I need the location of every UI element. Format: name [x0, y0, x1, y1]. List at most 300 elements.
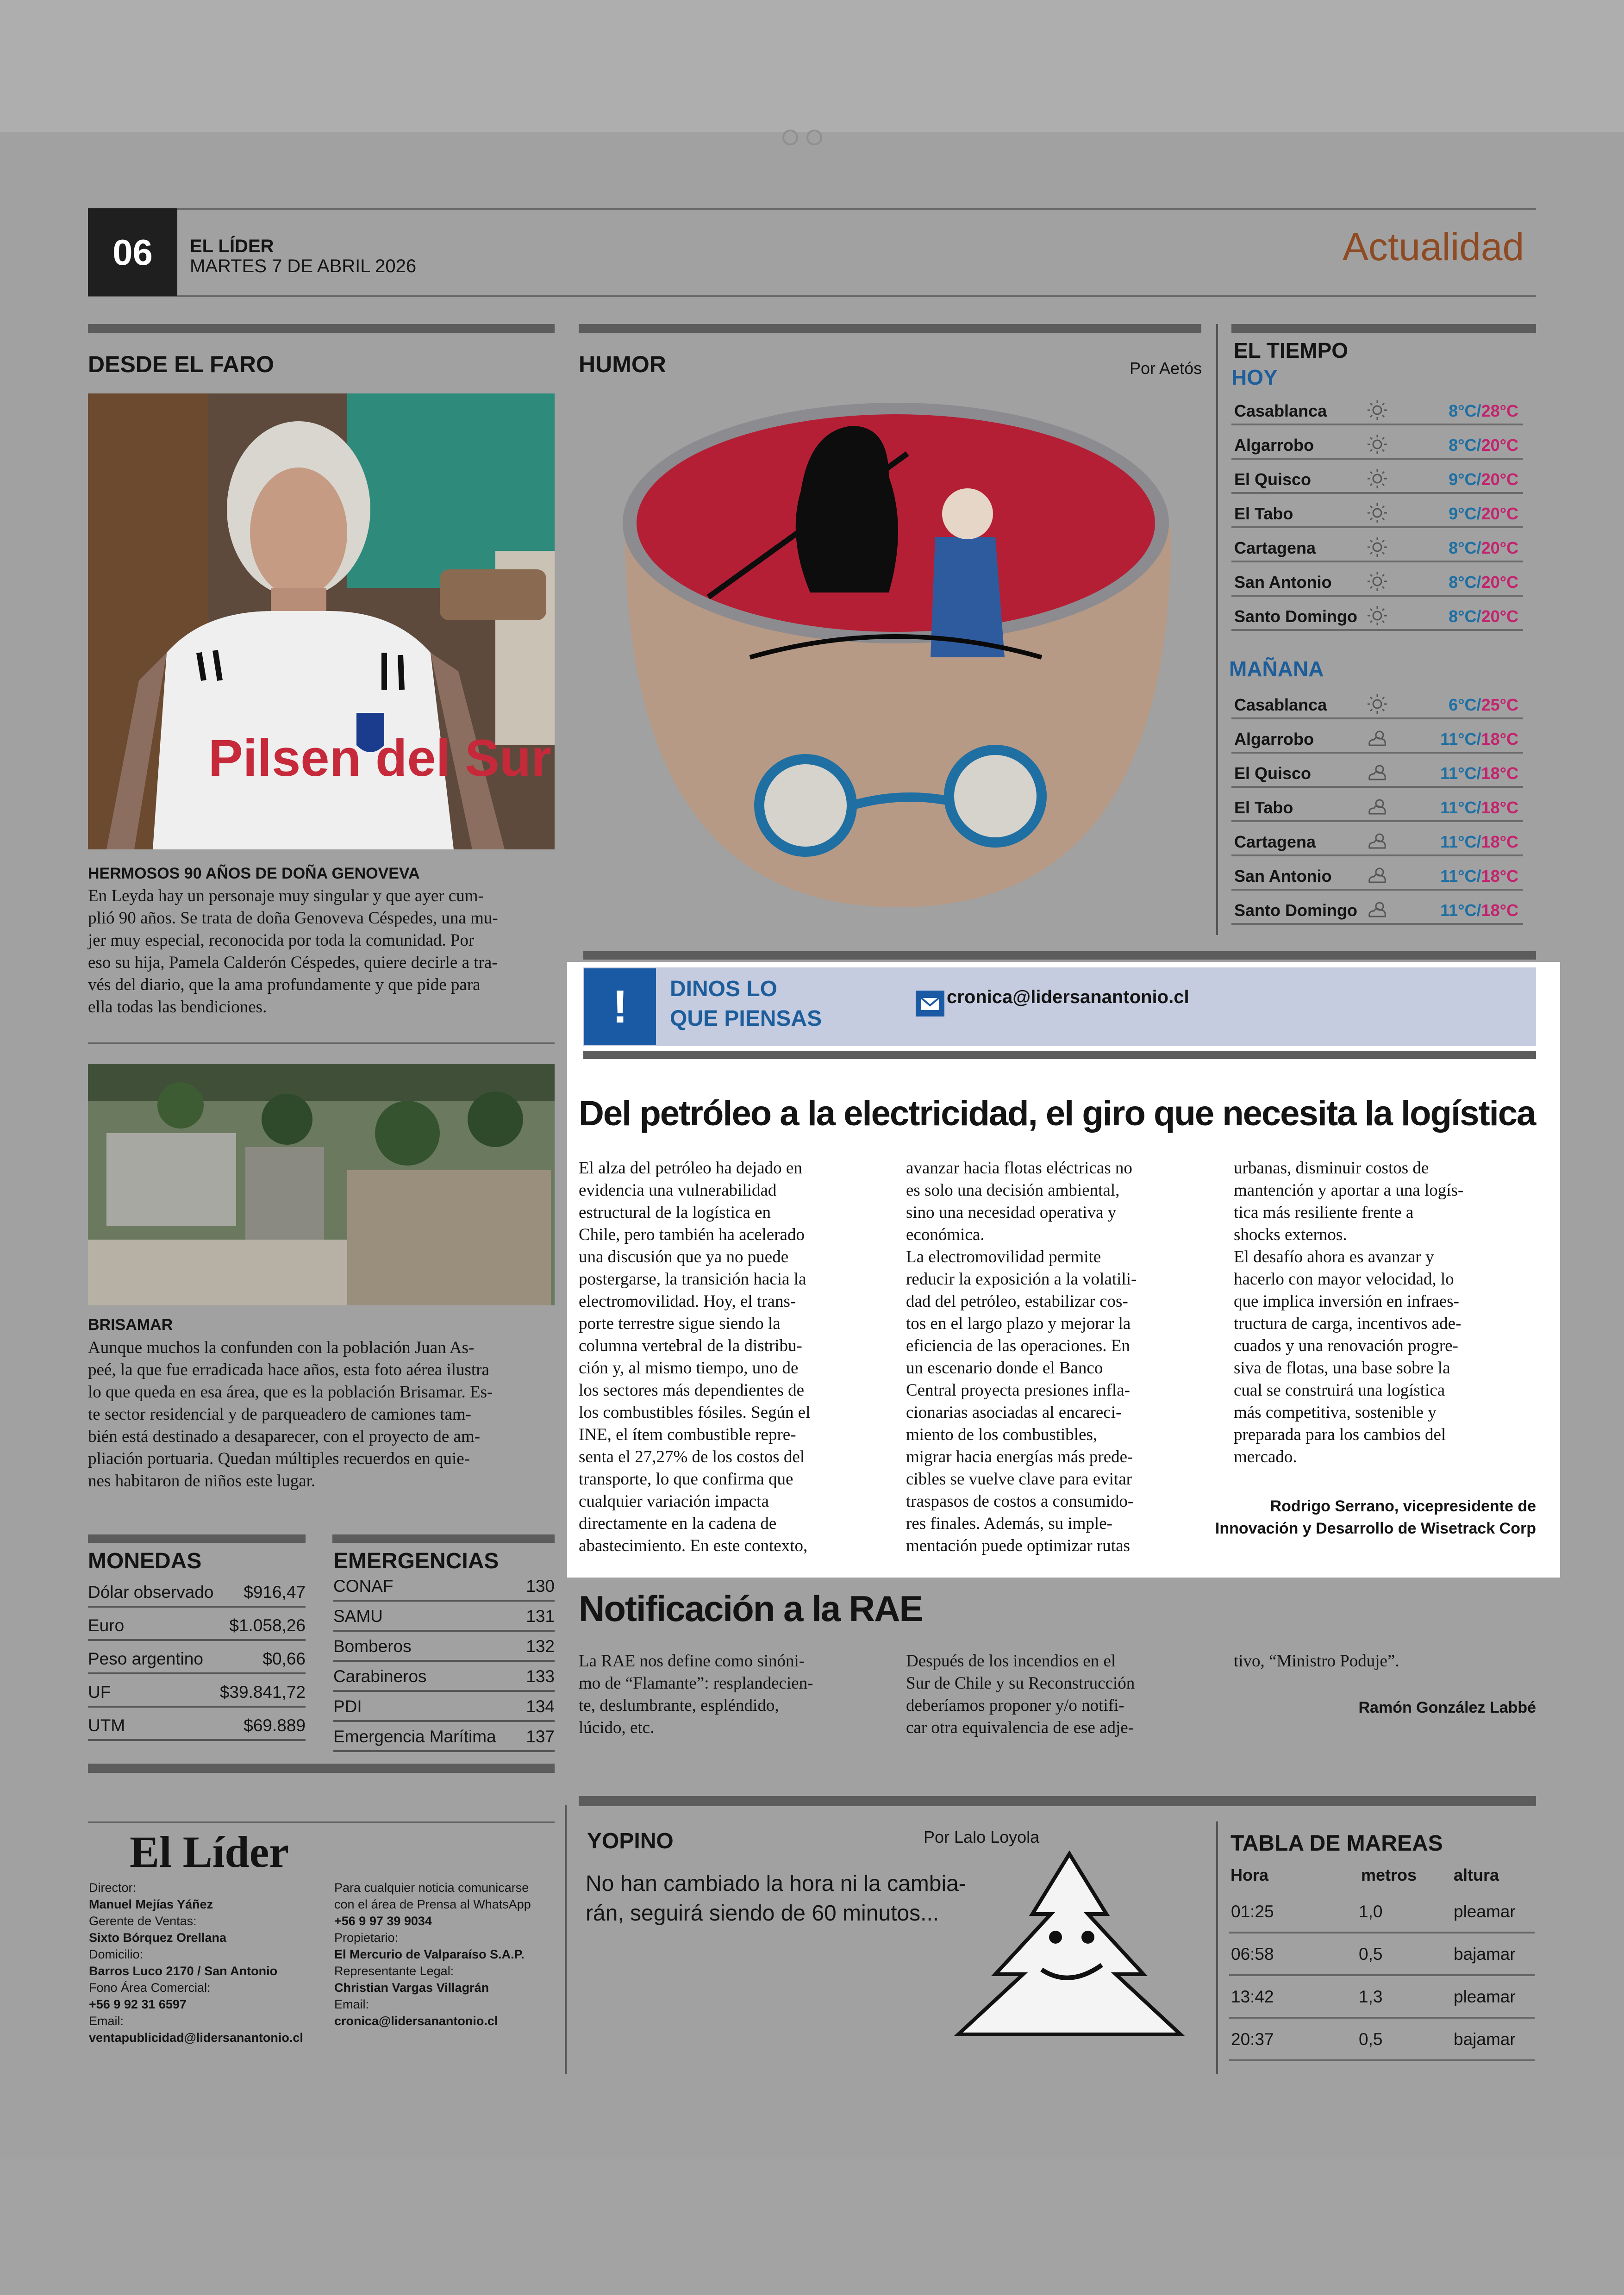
article-line: mercado.: [1234, 1447, 1297, 1466]
article-line: más competitiva, sostenible y: [1234, 1403, 1437, 1422]
tide-row: [1229, 1976, 1535, 2019]
row-label: UTM: [88, 1716, 125, 1735]
partly-cloudy-icon: [1366, 830, 1389, 852]
article-line: INE, el ítem combustible repre-: [579, 1425, 796, 1444]
article-line: postergarse, la transición hacia la: [579, 1270, 806, 1289]
weather-temps: [1440, 867, 1518, 886]
article-line: hacerlo con mayor velocidad, lo: [1234, 1270, 1454, 1289]
article-line: una discusión que ya no puede: [579, 1247, 789, 1266]
header-bottom-rule: [88, 295, 1536, 297]
temp-sep: /: [1476, 504, 1481, 523]
temp-sep: /: [1476, 695, 1481, 714]
humor-author: Por Aetós: [1130, 359, 1202, 378]
article-column-2: [906, 1157, 1230, 1557]
masthead-line: Sixto Bórquez Orellana: [89, 1931, 227, 1945]
article-column-1: [579, 1157, 903, 1557]
caption-line: te sector residencial y de parqueadero de camiones tam-: [88, 1405, 472, 1424]
faro-rule: [88, 324, 555, 333]
yopino-mareas-divider: [1216, 1821, 1218, 2074]
temp-min: 11°C: [1440, 832, 1477, 851]
humor-cartoon: [611, 398, 1181, 907]
sun-icon: [1366, 605, 1389, 626]
row-value: 137: [526, 1727, 555, 1746]
article-line: tos en el largo plazo y mejorar la: [906, 1314, 1131, 1333]
weather-row: [1231, 532, 1523, 562]
tide-altura: pleamar: [1454, 1987, 1516, 2006]
mareas-header-hora: Hora: [1230, 1865, 1269, 1884]
article-line: urbanas, disminuir costos de: [1234, 1159, 1429, 1178]
temp-max: 18°C: [1481, 764, 1518, 783]
article-line: cuados y una renovación progre-: [1234, 1336, 1458, 1355]
masthead-line: Domicilio:: [89, 1947, 144, 1961]
tide-hora: 06:58: [1231, 1945, 1274, 1964]
masthead-line: Christian Vargas Villagrán: [334, 1981, 489, 1995]
caption-line: eso su hija, Pamela Calderón Céspedes, quiere decirle a tra-: [88, 953, 498, 972]
edition-date: MARTES 7 DE ABRIL 2026: [190, 256, 417, 276]
article-line: La electromovilidad permite: [906, 1247, 1101, 1266]
newspaper-brand: EL LÍDER: [190, 236, 274, 256]
table-row: [88, 1676, 306, 1708]
weather-city: Cartagena: [1234, 832, 1316, 851]
temp-min: 8°C: [1449, 573, 1477, 592]
weather-row: [1231, 463, 1523, 494]
sun-icon: [1366, 468, 1389, 489]
temp-max: 20°C: [1481, 538, 1518, 557]
row-label: UF: [88, 1683, 111, 1702]
partly-cloudy-icon: [1366, 899, 1389, 920]
row-value: $69.889: [244, 1716, 306, 1735]
masthead-divider: [565, 1805, 567, 2074]
weather-row: [1231, 860, 1523, 891]
article-line: senta el 27,27% de los costos del: [579, 1447, 805, 1466]
rae-line: car otra equivalencia de ese adje-: [906, 1718, 1134, 1737]
masthead-right: [334, 1879, 575, 2029]
emergencias-title: EMERGENCIAS: [333, 1549, 499, 1573]
article-line: traspasos de costos a consumido-: [906, 1492, 1134, 1511]
temp-min: 8°C: [1449, 401, 1477, 420]
masthead-line: Propietario:: [334, 1931, 399, 1945]
weather-row: [1231, 792, 1523, 822]
masthead-line: El Mercurio de Valparaíso S.A.P.: [334, 1947, 525, 1961]
table-row: [88, 1609, 306, 1641]
article-line: estructural de la logística en: [579, 1203, 771, 1222]
masthead-line: Representante Legal:: [334, 1964, 454, 1978]
weather-city: El Tabo: [1234, 504, 1293, 523]
weather-temps: [1440, 764, 1518, 783]
row-label: SAMU: [333, 1607, 383, 1626]
caption-line: bién está destinado a desaparecer, con el proyecto de am-: [88, 1427, 481, 1446]
row-label: Peso argentino: [88, 1649, 203, 1668]
weather-row: [1231, 600, 1523, 631]
temp-sep: /: [1476, 538, 1481, 557]
row-value: $39.841,72: [219, 1683, 306, 1702]
yopino-top-rule: [579, 1796, 1536, 1806]
article-signature-line2: Innovación y Desarrollo de Wisetrack Corp: [1215, 1520, 1536, 1537]
masthead-line: Para cualquier noticia comunicarse: [334, 1881, 529, 1895]
caption-line: ella todas las bendiciones.: [88, 998, 267, 1017]
weather-temps: [1440, 901, 1518, 920]
masthead-logo: El Líder: [130, 1827, 289, 1877]
article-line: sino una necesidad operativa y: [906, 1203, 1117, 1222]
article-line: dad del petróleo, estabilizar cos-: [906, 1292, 1128, 1311]
partly-cloudy-icon: [1366, 728, 1389, 749]
weather-city: Casablanca: [1234, 401, 1327, 420]
temp-min: 11°C: [1440, 764, 1477, 783]
table-row: [88, 1709, 306, 1741]
monedas-rule: [88, 1534, 306, 1543]
article-line: Chile, pero también ha acelerado: [579, 1225, 805, 1244]
table-row: [88, 1576, 306, 1608]
brisamar-caption-text: [88, 1337, 556, 1492]
temp-sep: /: [1476, 867, 1481, 886]
emergencias-rule: [332, 1534, 555, 1543]
temp-min: 11°C: [1440, 901, 1477, 920]
mareas-header-altura: altura: [1454, 1865, 1499, 1884]
weather-temps: [1449, 695, 1518, 715]
weather-title: EL TIEMPO: [1234, 338, 1349, 362]
photo-brisamar: [88, 1064, 555, 1305]
article-line: que implica inversión en infraes-: [1234, 1292, 1459, 1311]
row-label: CONAF: [333, 1577, 394, 1596]
temp-min: 8°C: [1449, 607, 1477, 626]
article-column-3: [1234, 1157, 1549, 1468]
genoveva-caption-text: [88, 885, 556, 1018]
rae-line: te, deslumbrante, espléndido,: [579, 1696, 779, 1715]
article-line: shocks externos.: [1234, 1225, 1347, 1244]
opinion-top-rule: [583, 951, 1536, 960]
article-line: es solo una decisión ambiental,: [906, 1181, 1120, 1200]
weather-city: Cartagena: [1234, 538, 1316, 557]
tree-cartoon: [949, 1849, 1190, 2044]
rae-column-3: [1234, 1650, 1549, 1672]
temp-min: 11°C: [1440, 730, 1477, 748]
table-row: [333, 1721, 555, 1752]
dinos-bottom-rule: [583, 1051, 1536, 1059]
page-indicator[interactable]: [782, 130, 843, 146]
sun-icon: [1366, 502, 1389, 524]
row-value: $916,47: [244, 1583, 306, 1602]
table-row: [333, 1570, 555, 1602]
caption-line: En Leyda hay un personaje muy singular y que ayer cum-: [88, 886, 484, 905]
weather-city: Algarrobo: [1234, 436, 1314, 455]
masthead-line: con el área de Prensa al WhatsApp: [334, 1897, 531, 1911]
faro-divider: [88, 1042, 555, 1044]
masthead-line: Email:: [334, 1997, 369, 2011]
tide-metros: 0,5: [1359, 1945, 1383, 1964]
tide-row: [1229, 1891, 1535, 1933]
masthead-line: +56 9 97 39 9034: [334, 1914, 432, 1928]
weather-row: [1231, 826, 1523, 856]
tide-metros: 1,0: [1359, 1902, 1383, 1921]
weather-temps: [1440, 832, 1518, 852]
weather-temps: [1449, 470, 1518, 489]
temp-min: 9°C: [1449, 470, 1477, 489]
article-line: mentación puede optimizar rutas: [906, 1536, 1130, 1555]
masthead-line: Email:: [89, 2014, 124, 2028]
weather-row: [1231, 395, 1523, 425]
table-row: [333, 1660, 555, 1692]
tide-hora: 20:37: [1231, 2030, 1274, 2049]
caption-line: Aunque muchos la confunden con la población Juan As-: [88, 1338, 475, 1357]
temp-min: 11°C: [1440, 798, 1477, 817]
weather-temps: [1449, 538, 1518, 558]
row-label: Carabineros: [333, 1667, 427, 1686]
article-line: reducir la exposición a la volatili-: [906, 1270, 1137, 1289]
temp-max: 18°C: [1481, 867, 1518, 886]
yopino-author: Por Lalo Loyola: [924, 1827, 1040, 1846]
monedas-title: MONEDAS: [88, 1549, 202, 1573]
weather-temps: [1449, 436, 1518, 455]
genoveva-caption-title: HERMOSOS 90 AÑOS DE DOÑA GENOVEVA: [88, 865, 420, 882]
article-line: tructura de carga, incentivos ade-: [1234, 1314, 1462, 1333]
article-line: los combustibles fósiles. Según el: [579, 1403, 811, 1422]
article-line: cual se construirá una logística: [1234, 1381, 1445, 1400]
article-line: siva de flotas, una base sobre la: [1234, 1359, 1450, 1378]
partly-cloudy-icon: [1366, 762, 1389, 783]
masthead-line: +56 9 92 31 6597: [89, 1997, 187, 2011]
weather-city: San Antonio: [1234, 573, 1332, 592]
weather-row: [1231, 757, 1523, 788]
article-line: mantención y aportar a una logís-: [1234, 1181, 1464, 1200]
tide-altura: bajamar: [1454, 2030, 1516, 2049]
sun-icon: [1366, 434, 1389, 455]
temp-max: 20°C: [1481, 436, 1518, 455]
weather-tomorrow-label: MAÑANA: [1229, 657, 1324, 681]
masthead-line: Fono Área Comercial:: [89, 1981, 211, 1995]
row-value: 132: [526, 1637, 555, 1656]
mareas-title: TABLA DE MAREAS: [1230, 1831, 1443, 1856]
temp-sep: /: [1476, 798, 1481, 817]
table-row: [333, 1600, 555, 1632]
temp-max: 25°C: [1481, 695, 1518, 714]
mareas-header-metros: metros: [1361, 1865, 1417, 1884]
sun-icon: [1366, 693, 1389, 715]
partly-cloudy-icon: [1366, 865, 1389, 886]
weather-today-label: HOY: [1231, 365, 1278, 389]
temp-max: 20°C: [1481, 470, 1518, 489]
weather-row: [1231, 689, 1523, 719]
weather-city: San Antonio: [1234, 867, 1332, 886]
sun-icon: [1366, 536, 1389, 558]
tables-bottom-rule: [88, 1764, 555, 1773]
row-value: 134: [526, 1697, 555, 1716]
temp-sep: /: [1476, 470, 1481, 489]
article-line: preparada para los cambios del: [1234, 1425, 1446, 1444]
article-line: transporte, lo que confirma que: [579, 1470, 793, 1489]
masthead-line: Director:: [89, 1881, 137, 1895]
row-value: $0,66: [262, 1649, 306, 1668]
dinos-label-line2: QUE PIENSAS: [670, 1006, 822, 1031]
yopino-text: [586, 1869, 966, 1928]
section-title: Actualidad: [1343, 225, 1524, 268]
tide-row: [1229, 1933, 1535, 1976]
weather-rule: [1231, 324, 1536, 333]
row-label: Bomberos: [333, 1637, 412, 1656]
article-line: directamente en la cadena de: [579, 1514, 777, 1533]
caption-line: jer muy especial, reconocida por toda la comunidad. Por: [88, 931, 475, 950]
temp-max: 20°C: [1481, 607, 1518, 626]
tide-altura: pleamar: [1454, 1902, 1516, 1921]
partly-cloudy-icon: [1366, 796, 1389, 817]
rae-signature: Ramón González Labbé: [1358, 1699, 1536, 1716]
dinos-label: [670, 974, 822, 1034]
article-line: El desafío ahora es avanzar y: [1234, 1247, 1434, 1266]
rae-headline: Notificación a la RAE: [579, 1588, 923, 1629]
rae-line: Después de los incendios en el: [906, 1652, 1116, 1671]
page-number: 06: [88, 208, 177, 296]
shirt-text: Pilsen del Sur: [208, 729, 551, 787]
article-line: avanzar hacia flotas eléctricas no: [906, 1159, 1132, 1178]
yopino-line2: rán, seguirá siendo de 60 minutos...: [586, 1901, 939, 1926]
temp-min: 6°C: [1449, 695, 1477, 714]
weather-row: [1231, 894, 1523, 925]
row-value: 133: [526, 1667, 555, 1686]
sun-icon: [1366, 571, 1389, 592]
temp-sep: /: [1476, 901, 1481, 920]
row-label: Euro: [88, 1616, 125, 1635]
row-value: 131: [526, 1607, 555, 1626]
temp-min: 9°C: [1449, 504, 1477, 523]
caption-line: lo que queda en esa área, que es la población Brisamar. Es-: [88, 1383, 493, 1402]
masthead-line: Manuel Mejías Yáñez: [89, 1897, 213, 1911]
mail-icon: [916, 991, 944, 1017]
article-line: res finales. Además, su imple-: [906, 1514, 1112, 1533]
row-value: 130: [526, 1577, 555, 1596]
header-top-rule: [88, 208, 1536, 210]
article-line: abastecimiento. En este contexto,: [579, 1536, 808, 1555]
article-line: Central proyecta presiones infla-: [906, 1381, 1130, 1400]
article-signature-line1: Rodrigo Serrano, vicepresidente de: [1270, 1497, 1536, 1515]
temp-min: 11°C: [1440, 867, 1477, 886]
rae-line: mo de “Flamante”: resplandecien-: [579, 1674, 813, 1693]
weather-temps: [1449, 504, 1518, 524]
temp-max: 28°C: [1481, 401, 1518, 420]
row-value: $1.058,26: [229, 1616, 306, 1635]
faro-title: DESDE EL FARO: [88, 351, 274, 377]
exclamation-icon: !: [584, 968, 656, 1045]
temp-sep: /: [1476, 730, 1481, 748]
temp-max: 18°C: [1481, 730, 1518, 748]
temp-sep: /: [1476, 607, 1481, 626]
article-line: cionarias asociadas al encareci-: [906, 1403, 1122, 1422]
yopino-title: YOPINO: [587, 1829, 674, 1853]
masthead-left: [89, 1879, 330, 2046]
table-row: [333, 1690, 555, 1722]
weather-row: [1231, 498, 1523, 528]
temp-sep: /: [1476, 764, 1481, 783]
article-line: El alza del petróleo ha dejado en: [579, 1159, 802, 1178]
brisamar-caption-title: BRISAMAR: [88, 1316, 173, 1334]
article-line: evidencia una vulnerabilidad: [579, 1181, 777, 1200]
temp-max: 18°C: [1481, 901, 1518, 920]
temp-max: 20°C: [1481, 573, 1518, 592]
temp-sep: /: [1476, 401, 1481, 420]
masthead-line: cronica@lidersanantonio.cl: [334, 2014, 498, 2028]
rae-line: La RAE nos define como sinóni-: [579, 1652, 805, 1671]
article-line: cibles se vuelve clave para evitar: [906, 1470, 1132, 1489]
weather-temps: [1449, 573, 1518, 592]
article-line: eficiencia de las operaciones. En: [906, 1336, 1130, 1355]
weather-temps: [1440, 730, 1518, 749]
tide-hora: 01:25: [1231, 1902, 1274, 1921]
table-row: [333, 1630, 555, 1662]
row-label: Dólar observado: [88, 1583, 214, 1602]
article-line: electromovilidad. Hoy, el trans-: [579, 1292, 796, 1311]
tide-row: [1229, 2019, 1535, 2061]
top-strip: [0, 0, 1624, 132]
caption-line: peé, la que fue erradicada hace años, esta foto aérea ilustra: [88, 1360, 489, 1379]
masthead-line: Barros Luco 2170 / San Antonio: [89, 1964, 278, 1978]
masthead-line: Gerente de Ventas:: [89, 1914, 197, 1928]
sun-icon: [1366, 399, 1389, 421]
dinos-label-line1: DINOS LO: [670, 977, 778, 1001]
weather-city: Santo Domingo: [1234, 607, 1357, 626]
temp-min: 8°C: [1449, 538, 1477, 557]
tide-hora: 13:42: [1231, 1987, 1274, 2006]
temp-sep: /: [1476, 436, 1481, 455]
temp-sep: /: [1476, 573, 1481, 592]
rae-column-2: [906, 1650, 1230, 1739]
article-line: un escenario donde el Banco: [906, 1359, 1103, 1378]
caption-line: plió 90 años. Se trata de doña Genoveva Céspedes, una mu-: [88, 909, 498, 928]
caption-line: vés del diario, que la ama profundamente y que pide para: [88, 975, 481, 994]
article-line: ción y, al mismo tiempo, uno de: [579, 1359, 799, 1378]
tide-metros: 1,3: [1359, 1987, 1383, 2006]
article-line: migrar hacia energías más prede-: [906, 1447, 1133, 1466]
weather-city: Algarrobo: [1234, 730, 1314, 748]
caption-line: pliación portuaria. Quedan múltiples recuerdos en quie-: [88, 1449, 470, 1468]
article-line: porte terrestre sigue siendo la: [579, 1314, 781, 1333]
tide-metros: 0,5: [1359, 2030, 1383, 2049]
weather-temps: [1449, 607, 1518, 626]
article-headline: Del petróleo a la electricidad, el giro que necesita la logística: [579, 1094, 1536, 1133]
yopino-line1: No han cambiado la hora ni la cambia-: [586, 1871, 966, 1896]
article-line: miento de los combustibles,: [906, 1425, 1098, 1444]
article-line: cualquier variación impacta: [579, 1492, 769, 1511]
dinos-email-link[interactable]: cronica@lidersanantonio.cl: [947, 987, 1189, 1007]
article-line: económica.: [906, 1225, 985, 1244]
weather-city: Casablanca: [1234, 695, 1327, 714]
weather-city: El Quisco: [1234, 764, 1312, 783]
temp-sep: /: [1476, 832, 1481, 851]
weather-city: El Quisco: [1234, 470, 1312, 489]
weather-row: [1231, 429, 1523, 460]
article-line: tica más resiliente frente a: [1234, 1203, 1414, 1222]
rae-column-1: [579, 1650, 903, 1739]
weather-row: [1231, 566, 1523, 597]
article-line: los sectores más dependientes de: [579, 1381, 805, 1400]
article-line: columna vertebral de la distribu-: [579, 1336, 802, 1355]
weather-city: El Tabo: [1234, 798, 1293, 817]
masthead-line: ventapublicidad@lidersanantonio.cl: [89, 2031, 303, 2045]
temp-max: 18°C: [1481, 798, 1518, 817]
humor-rule: [579, 324, 1201, 333]
rae-line: deberíamos proponer y/o notifi-: [906, 1696, 1124, 1715]
caption-line: nes habitaron de niños este lugar.: [88, 1472, 316, 1491]
weather-city: Santo Domingo: [1234, 901, 1357, 920]
rae-line: lúcido, etc.: [579, 1718, 655, 1737]
table-row: [88, 1643, 306, 1674]
temp-max: 18°C: [1481, 832, 1518, 851]
humor-title: HUMOR: [579, 351, 666, 377]
tide-altura: bajamar: [1454, 1945, 1516, 1964]
article-signature: [1204, 1495, 1536, 1540]
row-label: Emergencia Marítima: [333, 1727, 496, 1746]
temp-min: 8°C: [1449, 436, 1477, 455]
temp-max: 20°C: [1481, 504, 1518, 523]
humor-weather-divider: [1216, 324, 1218, 935]
rae-line: Sur de Chile y su Reconstrucción: [906, 1674, 1135, 1693]
